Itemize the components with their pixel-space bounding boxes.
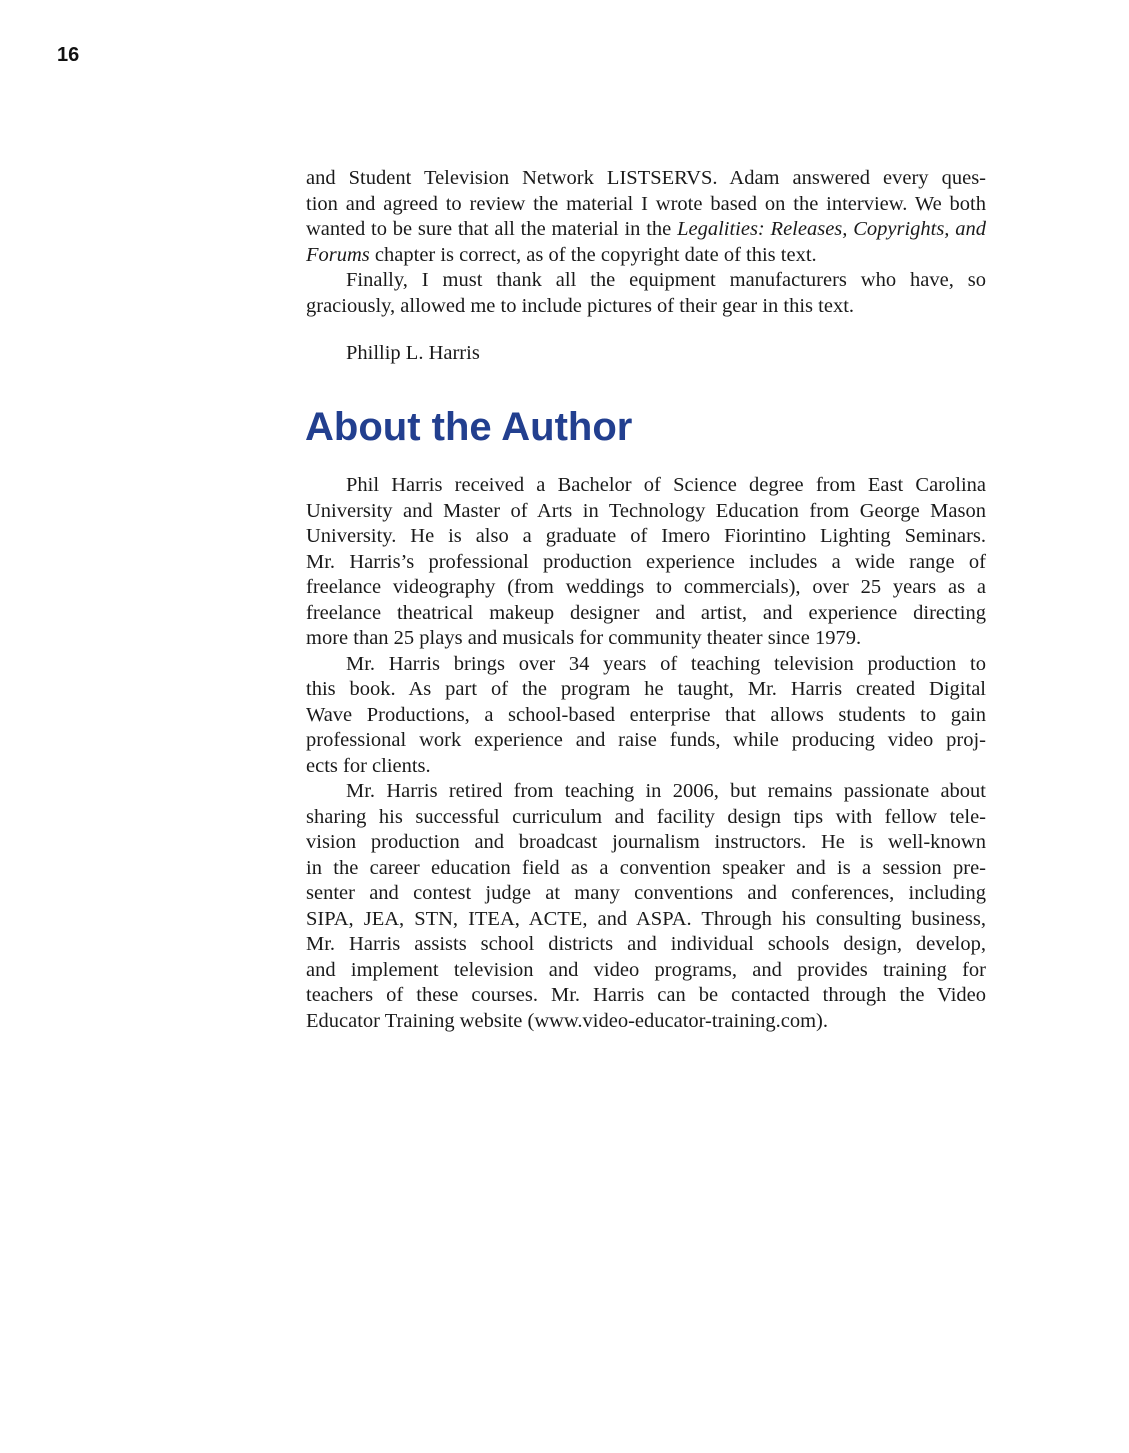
- text-segment: chapter is correct, as of the copyright date of this text.: [369, 243, 817, 266]
- text-line: [306, 881, 986, 907]
- section-heading: About the Author: [305, 405, 633, 449]
- text-segment: ects for clients.: [306, 754, 431, 777]
- paragraph: [306, 166, 986, 268]
- text-line: [306, 703, 986, 729]
- paragraph: [306, 652, 986, 780]
- text-line: [306, 830, 986, 856]
- text-segment: University. He is also a graduate of Imero Fiorintino Lighting Seminars.: [306, 525, 986, 547]
- text-line: [306, 473, 986, 499]
- text-segment: and Student Television Network LISTSERVS. Adam answered every ques-: [306, 167, 986, 189]
- text-line: [306, 907, 986, 933]
- text-line: [306, 217, 986, 243]
- text-line: [306, 575, 986, 601]
- text-line: [306, 1009, 986, 1035]
- signature-name: Phillip L. Harris: [346, 342, 480, 364]
- acknowledgments-text: [306, 166, 986, 319]
- text-segment: sharing his successful curriculum and facility design tips with fellow tele-: [306, 805, 986, 828]
- text-line: [306, 294, 986, 320]
- text-segment: Mr. Harris brings over 34 years of teaching television production to: [346, 652, 986, 675]
- about-author-text: [306, 473, 986, 1034]
- text-segment: more than 25 plays and musicals for community theater since 1979.: [306, 627, 862, 649]
- text-line: [306, 958, 986, 984]
- italic-title: Forums: [306, 243, 370, 266]
- text-segment: Finally, I must thank all the equipment manufacturers who have, so: [346, 269, 986, 291]
- text-segment: Mr. Harris assists school districts and individual schools design, develop,: [306, 933, 986, 955]
- text-line: [306, 652, 986, 678]
- text-line: [306, 524, 986, 550]
- text-segment: wanted to be sure that all the material in the: [306, 218, 678, 240]
- text-line: [306, 601, 986, 627]
- text-segment: graciously, allowed me to include pictures of their gear in this text.: [306, 294, 855, 317]
- page-number: 16: [57, 44, 80, 66]
- text-segment: this book. As part of the program he taught, Mr. Harris created Digital: [306, 678, 986, 700]
- text-segment: freelance videography (from weddings to commercials), over 25 years as a: [306, 576, 986, 598]
- paragraph: [306, 268, 986, 319]
- text-segment: vision production and broadcast journalism instructors. He is well-known: [306, 831, 986, 853]
- text-segment: and implement television and video programs, and provides training for: [306, 958, 986, 981]
- text-segment: Wave Productions, a school-based enterprise that allows students to gain: [306, 703, 986, 726]
- text-segment: freelance theatrical makeup designer and artist, and experience directing: [306, 601, 986, 624]
- text-segment: senter and contest judge at many conventions and conferences, including: [306, 882, 986, 904]
- paragraph: [306, 473, 986, 652]
- text-line: [306, 754, 986, 780]
- text-segment: Mr. Harris’s professional production experience includes a wide range of: [306, 550, 986, 573]
- text-segment: professional work experience and raise funds, while producing video proj-: [306, 729, 986, 751]
- text-segment: teachers of these courses. Mr. Harris can be contacted through the Video: [306, 984, 986, 1006]
- text-segment: SIPA, JEA, STN, ITEA, ACTE, and ASPA. Through his consulting business,: [306, 907, 986, 930]
- text-line: [306, 499, 986, 525]
- text-line: [306, 268, 986, 294]
- text-segment: University and Master of Arts in Technology Education from George Mason: [306, 499, 986, 522]
- text-line: [306, 856, 986, 882]
- paragraph: [306, 779, 986, 1034]
- text-line: [306, 192, 986, 218]
- text-line: [306, 550, 986, 576]
- text-line: [306, 779, 986, 805]
- signature: [306, 341, 986, 367]
- text-line: [306, 932, 986, 958]
- text-line: [306, 805, 986, 831]
- text-line: [306, 243, 986, 269]
- text-line: [306, 166, 986, 192]
- text-line: [306, 677, 986, 703]
- text-segment: Educator Training website (www.video-educator-training.com).: [306, 1009, 829, 1032]
- text-segment: Phil Harris received a Bachelor of Science degree from East Carolina: [346, 474, 986, 496]
- text-segment: Mr. Harris retired from teaching in 2006, but remains passionate about: [346, 780, 986, 802]
- text-line: [306, 626, 986, 652]
- text-segment: in the career education field as a convention speaker and is a session pre-: [306, 856, 986, 879]
- text-line: [306, 728, 986, 754]
- text-line: [306, 983, 986, 1009]
- text-segment: tion and agreed to review the material I wrote based on the interview. We both: [306, 192, 986, 215]
- italic-title: Legalities: Releases, Copyrights, and: [677, 218, 986, 240]
